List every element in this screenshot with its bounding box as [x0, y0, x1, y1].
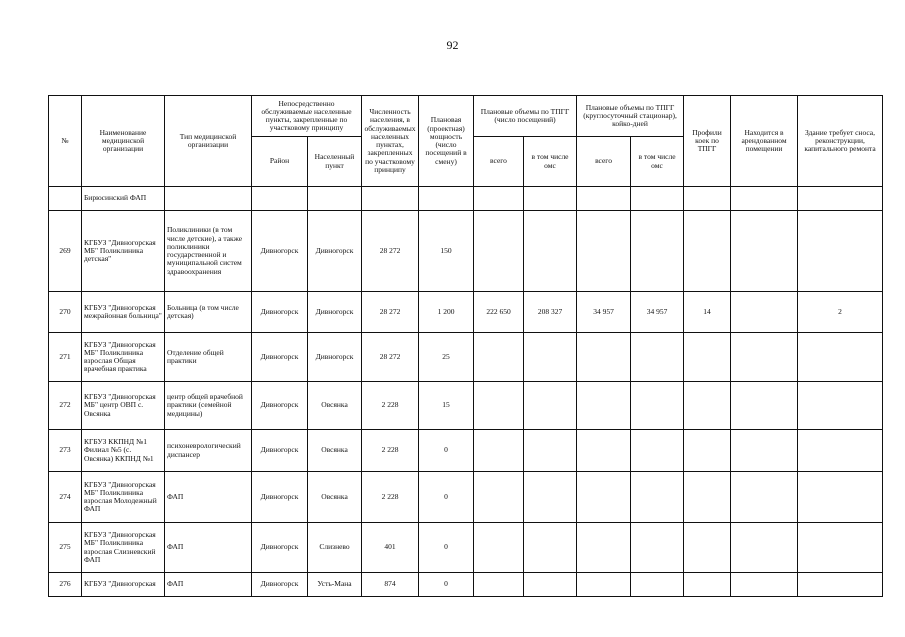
cell-num: 276 — [49, 573, 82, 597]
cell-population — [362, 187, 419, 211]
cell-settlement: Дивногорск — [308, 333, 362, 382]
cell-district: Дивногорск — [252, 523, 308, 573]
cell-settlement: Слизнево — [308, 523, 362, 573]
cell-type: ФАП — [165, 573, 252, 597]
cell-profile — [684, 187, 731, 211]
cell-building — [798, 573, 883, 597]
cell-capacity: 0 — [419, 523, 474, 573]
cell-visits-oms — [524, 573, 577, 597]
cell-building: 2 — [798, 292, 883, 333]
cell-population: 28 272 — [362, 211, 419, 292]
cell-type: Больница (в том числе детская) — [165, 292, 252, 333]
cell-name: КГБУЗ "Дивногорская межрайонная больница" — [82, 292, 165, 333]
cell-num: 274 — [49, 472, 82, 523]
cell-beds-oms — [631, 211, 684, 292]
cell-rented — [731, 430, 798, 472]
cell-settlement: Дивногорск — [308, 292, 362, 333]
cell-building — [798, 382, 883, 430]
cell-num: 275 — [49, 523, 82, 573]
cell-building — [798, 333, 883, 382]
cell-beds-total — [577, 430, 631, 472]
cell-beds-oms — [631, 187, 684, 211]
cell-beds-total — [577, 211, 631, 292]
cell-capacity: 25 — [419, 333, 474, 382]
cell-num: 272 — [49, 382, 82, 430]
header-planned-beds: Плановые объемы по ТПГГ (круглосуточный стационар), койко-дней — [577, 96, 684, 137]
cell-profile — [684, 472, 731, 523]
cell-profile — [684, 573, 731, 597]
cell-building — [798, 472, 883, 523]
cell-type: ФАП — [165, 472, 252, 523]
cell-capacity: 0 — [419, 472, 474, 523]
cell-district: Дивногорск — [252, 573, 308, 597]
header-visits-oms: в том числе омс — [524, 137, 577, 187]
cell-building — [798, 187, 883, 211]
cell-name: КГБУЗ "Дивногорская МБ" Поликлиника взрослая Слизневский ФАП — [82, 523, 165, 573]
cell-settlement — [308, 187, 362, 211]
cell-beds-oms — [631, 472, 684, 523]
cell-settlement: Овсянка — [308, 430, 362, 472]
header-population: Численность населения, в обслуживаемых населенных пунктах, закрепленных по участковому принципу — [362, 96, 419, 187]
cell-rented — [731, 211, 798, 292]
cell-name: Бирюсинский ФАП — [82, 187, 165, 211]
header-org-type: Тип медицинской организации — [165, 96, 252, 187]
cell-capacity: 0 — [419, 573, 474, 597]
cell-visits-oms — [524, 382, 577, 430]
cell-settlement: Усть-Мана — [308, 573, 362, 597]
cell-name: КГБУЗ "Дивногорская МБ" Поликлиника взрослая Молодежный ФАП — [82, 472, 165, 523]
cell-visits-oms — [524, 333, 577, 382]
table-row — [49, 187, 883, 211]
cell-visits-total — [474, 382, 524, 430]
cell-capacity: 15 — [419, 382, 474, 430]
table-row — [49, 382, 883, 430]
header-planned-visits: Плановые объемы по ТПГГ (число посещений) — [474, 96, 577, 137]
cell-settlement: Овсянка — [308, 382, 362, 430]
table-row — [49, 472, 883, 523]
header-visits-total: всего — [474, 137, 524, 187]
cell-rented — [731, 187, 798, 211]
cell-type — [165, 187, 252, 211]
cell-beds-oms — [631, 573, 684, 597]
cell-num: 269 — [49, 211, 82, 292]
cell-name: КГБУЗ "Дивногорская — [82, 573, 165, 597]
cell-visits-total — [474, 211, 524, 292]
cell-capacity — [419, 187, 474, 211]
cell-name: КГБУЗ "Дивногорская МБ" Поликлиника детская" — [82, 211, 165, 292]
cell-visits-total — [474, 523, 524, 573]
cell-district: Дивногорск — [252, 430, 308, 472]
cell-settlement: Овсянка — [308, 472, 362, 523]
cell-beds-oms — [631, 430, 684, 472]
cell-beds-total — [577, 382, 631, 430]
header-beds-total: всего — [577, 137, 631, 187]
cell-beds-oms: 34 957 — [631, 292, 684, 333]
table-row — [49, 573, 883, 597]
cell-beds-oms — [631, 382, 684, 430]
header-beds-oms: в том числе омс — [631, 137, 684, 187]
cell-num: 273 — [49, 430, 82, 472]
cell-population: 28 272 — [362, 333, 419, 382]
cell-type: ФАП — [165, 523, 252, 573]
cell-visits-oms — [524, 523, 577, 573]
cell-rented — [731, 472, 798, 523]
cell-beds-total — [577, 187, 631, 211]
cell-building — [798, 523, 883, 573]
cell-visits-oms — [524, 211, 577, 292]
header-rented: Находится в арендованном помещении — [731, 96, 798, 187]
cell-beds-total — [577, 523, 631, 573]
cell-profile — [684, 211, 731, 292]
table-row — [49, 523, 883, 573]
cell-visits-oms — [524, 430, 577, 472]
cell-district: Дивногорск — [252, 472, 308, 523]
cell-population: 2 228 — [362, 382, 419, 430]
cell-beds-oms — [631, 523, 684, 573]
cell-profile — [684, 333, 731, 382]
cell-settlement: Дивногорск — [308, 211, 362, 292]
header-org-name: Наименование медицинской организации — [82, 96, 165, 187]
header-capacity: Плановая (проектная) мощность (число посещений в смену) — [419, 96, 474, 187]
cell-beds-total — [577, 573, 631, 597]
cell-beds-total — [577, 333, 631, 382]
cell-type: Поликлиники (в том числе детские), а также поликлиники государственной и муниципальной систем здравоохранения — [165, 211, 252, 292]
table-row — [49, 333, 883, 382]
cell-name: КГБУЗ ККПНД №1 Филиал №5 (с. Овсянка) ККПНД №1 — [82, 430, 165, 472]
cell-population: 2 228 — [362, 472, 419, 523]
cell-building — [798, 211, 883, 292]
cell-num: 270 — [49, 292, 82, 333]
cell-rented — [731, 573, 798, 597]
cell-visits-total — [474, 430, 524, 472]
cell-visits-total — [474, 472, 524, 523]
cell-profile: 14 — [684, 292, 731, 333]
header-district: Район — [252, 137, 308, 187]
cell-population: 2 228 — [362, 430, 419, 472]
cell-type: центр общей врачебной практики (семейной медицины) — [165, 382, 252, 430]
header-profile-beds: Профили коек по ТПГГ — [684, 96, 731, 187]
cell-district: Дивногорск — [252, 333, 308, 382]
cell-rented — [731, 333, 798, 382]
cell-population: 28 272 — [362, 292, 419, 333]
cell-district: Дивногорск — [252, 292, 308, 333]
table-row — [49, 211, 883, 292]
cell-name: КГБУЗ "Дивногорская МБ" центр ОВП с. Овсянка — [82, 382, 165, 430]
table-row — [49, 430, 883, 472]
cell-visits-total — [474, 573, 524, 597]
cell-rented — [731, 382, 798, 430]
cell-rented — [731, 523, 798, 573]
cell-district: Дивногорск — [252, 211, 308, 292]
cell-profile — [684, 430, 731, 472]
cell-building — [798, 430, 883, 472]
cell-visits-total — [474, 187, 524, 211]
cell-capacity: 1 200 — [419, 292, 474, 333]
cell-profile — [684, 382, 731, 430]
cell-type: психоневрологический диспансер — [165, 430, 252, 472]
cell-type: Отделение общей практики — [165, 333, 252, 382]
table-row — [49, 292, 883, 333]
page-number: 92 — [446, 38, 459, 52]
cell-beds-total: 34 957 — [577, 292, 631, 333]
cell-district: Дивногорск — [252, 382, 308, 430]
header-building-req: Здание требует сноса, реконструкции, капитального ремонта — [798, 96, 883, 187]
cell-capacity: 0 — [419, 430, 474, 472]
cell-population: 401 — [362, 523, 419, 573]
cell-visits-oms — [524, 187, 577, 211]
cell-rented — [731, 292, 798, 333]
cell-beds-oms — [631, 333, 684, 382]
cell-name: КГБУЗ "Дивногорская МБ" Поликлиника взрослая Общая врачебная практика — [82, 333, 165, 382]
cell-num: 271 — [49, 333, 82, 382]
cell-visits-total — [474, 333, 524, 382]
header-settlements-group: Непосредственно обслуживаемые населенные пункты, закрепленные по участковому принципу — [252, 96, 362, 137]
cell-beds-total — [577, 472, 631, 523]
cell-capacity: 150 — [419, 211, 474, 292]
header-settlement: Населенный пункт — [308, 137, 362, 187]
facilities-table — [48, 95, 883, 597]
cell-population: 874 — [362, 573, 419, 597]
cell-profile — [684, 523, 731, 573]
cell-district — [252, 187, 308, 211]
cell-visits-oms — [524, 472, 577, 523]
cell-visits-total: 222 650 — [474, 292, 524, 333]
cell-num — [49, 187, 82, 211]
header-num: № — [49, 96, 82, 187]
cell-visits-oms: 208 327 — [524, 292, 577, 333]
